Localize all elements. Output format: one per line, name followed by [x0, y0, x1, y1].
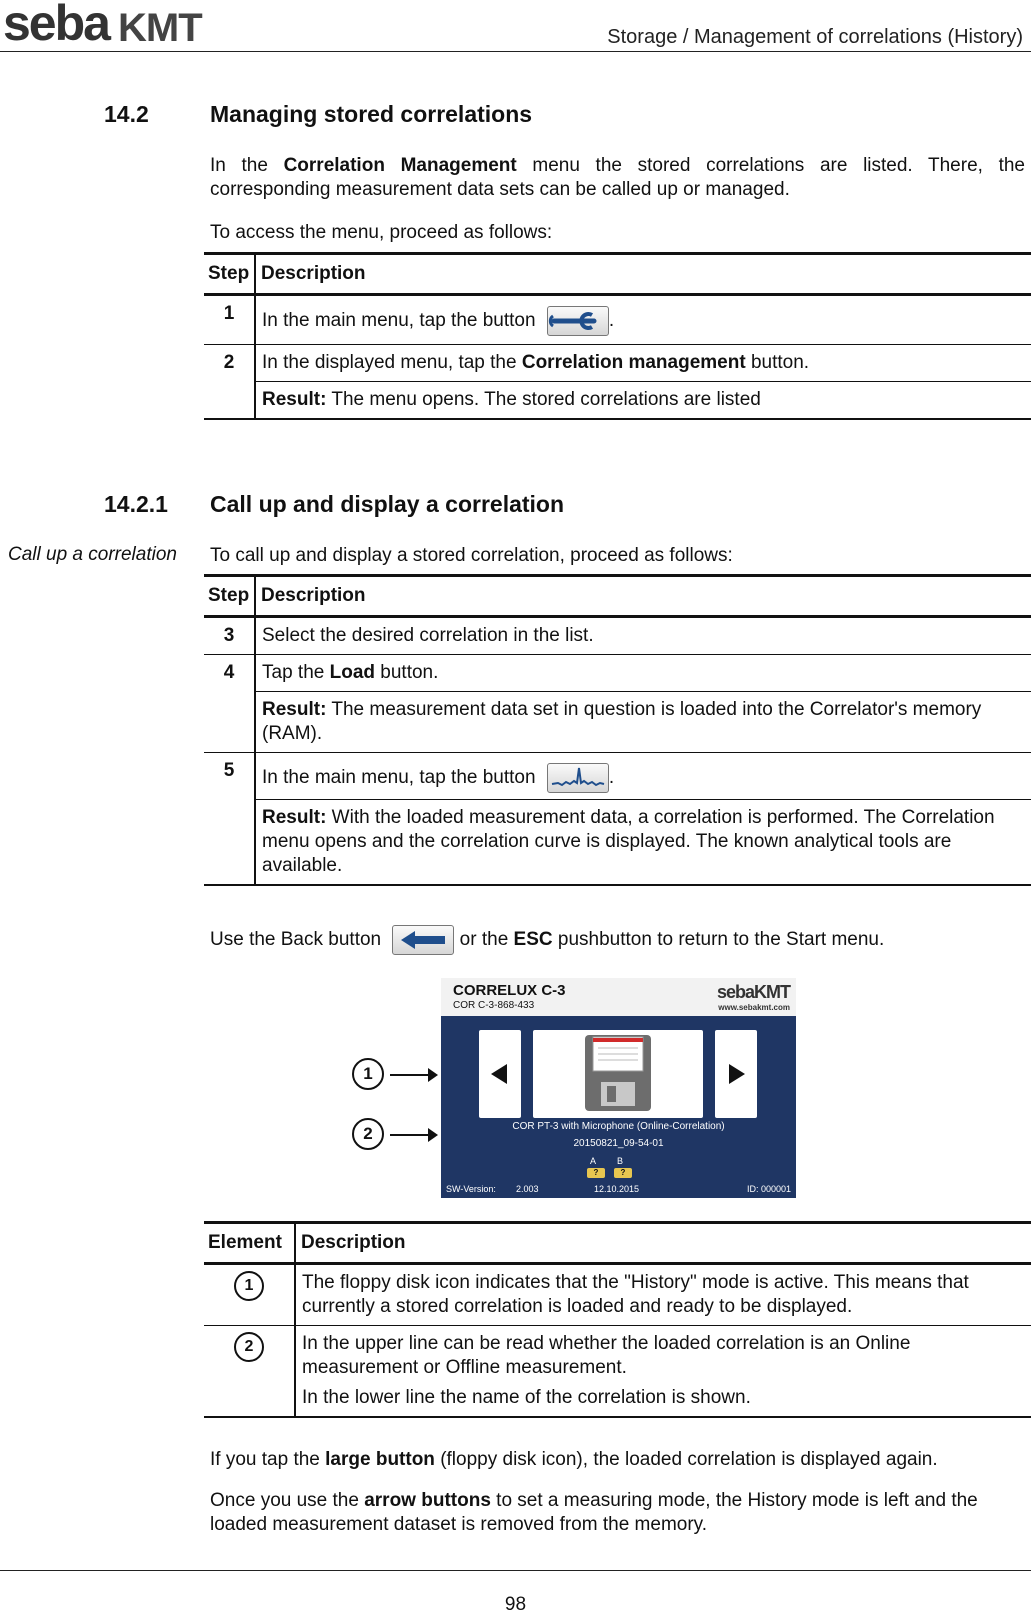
step-result [255, 692, 1031, 753]
step1-text: In the main menu, tap the button [262, 310, 536, 332]
sw-version-label: SW-Version: [446, 1184, 496, 1194]
period: . [608, 310, 615, 332]
step-result [255, 382, 1031, 420]
col-step-header: Step [204, 576, 255, 617]
result-text: With the loaded measurement data, a correlation is performed. The Correlation menu opens and the correlation curve is displayed. The known analytical tools are available. [262, 807, 995, 876]
sensor-b-label: B [617, 1156, 624, 1166]
step-result [255, 800, 1031, 886]
step-description [255, 753, 1031, 800]
screen-logo: sebaKMT [716, 982, 790, 1002]
col-description-header: Description [255, 576, 1031, 617]
triangle-right-icon [715, 1030, 757, 1118]
access-paragraph: To access the menu, proceed as follows: [210, 222, 553, 243]
table-row [204, 295, 1031, 345]
step2-text-end: button. [745, 352, 810, 373]
callout-2: 2 [352, 1118, 384, 1150]
result-text: The menu opens. The stored correlations are listed [326, 389, 761, 410]
step-description [255, 345, 1031, 382]
sensor-a-status-badge: ? [587, 1168, 605, 1178]
table-row [204, 692, 1031, 753]
step-description: Select the desired correlation in the list. [255, 617, 1031, 655]
device-screen [441, 978, 796, 1198]
header-title: Storage / Management of correlations (History) [607, 26, 1023, 48]
closing-bold: arrow buttons [364, 1490, 491, 1511]
back-paragraph [210, 920, 1025, 960]
screen-subtitle: COR C-3-868-433 [453, 1000, 535, 1011]
esc-bold: ESC [513, 929, 553, 950]
back-text: Use the Back button [210, 929, 382, 950]
col-step-header: Step [204, 254, 255, 295]
table-row [204, 800, 1031, 886]
section-title: Managing stored correlations [210, 101, 533, 127]
arrow-head-icon [428, 1068, 438, 1082]
step-number: 4 [204, 655, 255, 753]
callout-number-1: 1 [234, 1271, 264, 1301]
col-element-header: Element [204, 1223, 295, 1264]
floppy-disk-icon [533, 1030, 703, 1118]
sensor-b-status-badge: ? [614, 1168, 632, 1178]
step2-bold: Correlation management [521, 352, 746, 373]
result-text: The measurement data set in question is loaded into the Correlator's memory (RAM). [262, 699, 982, 744]
step-number: 1 [204, 295, 255, 345]
sw-version-value: 2.003 [516, 1184, 539, 1194]
step4-text-end: button. [375, 662, 439, 683]
closing-text-end: to set a measuring mode, the History mode is left and the loaded measurement dataset is removed from the memory. [210, 1490, 978, 1535]
table-row [204, 1264, 1031, 1326]
element-cell [204, 1326, 295, 1418]
triangle-left-icon [479, 1030, 521, 1118]
step4-bold: Load [329, 662, 375, 683]
element-description: The floppy disk icon indicates that the "History" mode is active. This means that currently a stored correlation is loaded and ready to be displayed. [295, 1264, 1031, 1326]
footer-divider [0, 1570, 1031, 1571]
intro-bold: Correlation Management [283, 155, 517, 176]
sensor-a-label: A [590, 1156, 597, 1166]
element-description-line: In the lower line the name of the correlation is shown. [302, 1387, 751, 1408]
measurement-type-line: COR PT-3 with Microphone (Online-Correlation) [512, 1121, 725, 1132]
callout-number-2: 2 [234, 1332, 264, 1362]
correlation-curve-icon [547, 763, 609, 793]
step-number: 5 [204, 753, 255, 886]
header-divider [0, 51, 1031, 52]
history-load-button[interactable] [533, 1030, 703, 1118]
table-row [204, 617, 1031, 655]
element-cell [204, 1264, 295, 1326]
large-button-paragraph [210, 1448, 1025, 1472]
step4-text: Tap the [262, 662, 330, 683]
intro-paragraph [210, 154, 1025, 202]
call-up-intro: To call up and display a stored correlation, proceed as follows: [210, 545, 733, 566]
result-label: Result: [262, 389, 327, 410]
table-row [204, 1326, 1031, 1418]
element-description-line: In the upper line can be read whether the loaded correlation is an Online measurement or Offline measurement. [302, 1333, 911, 1378]
screen-header [441, 978, 796, 1016]
back-text-end: pushbutton to return to the Start menu. [552, 929, 885, 950]
steps-table-2 [204, 574, 1031, 886]
result-label: Result: [262, 807, 327, 828]
correlation-name-line: 20150821_09-54-01 [573, 1138, 664, 1149]
section-number: 14.2 [104, 101, 149, 127]
subsection-number: 14.2.1 [104, 491, 168, 517]
steps-table-1 [204, 252, 1031, 420]
screen-url: www.sebakmt.com [718, 1003, 790, 1012]
back-arrow-icon [392, 925, 454, 955]
back-text-middle: or the [454, 929, 514, 950]
closing-text: If you tap the [210, 1449, 326, 1470]
right-arrow-button[interactable] [715, 1030, 757, 1118]
subsection-title: Call up and display a correlation [210, 491, 565, 517]
intro-text: In the [210, 155, 284, 176]
arrow-buttons-paragraph [210, 1489, 1025, 1537]
table-row [204, 382, 1031, 420]
step-number: 3 [204, 617, 255, 655]
step5-text: In the main menu, tap the button [262, 767, 536, 789]
page-number: 98 [504, 1594, 527, 1615]
intro-text-end: menu the stored correlations are listed. There, the corresponding measurement data sets can be called up or managed. [210, 155, 1025, 200]
closing-text-end: (floppy disk icon), the loaded correlation is displayed again. [434, 1449, 938, 1470]
element-description [295, 1326, 1031, 1418]
table-row [204, 655, 1031, 692]
step-description [255, 655, 1031, 692]
step-description [255, 295, 1031, 345]
logo-kmt: KMT [118, 6, 202, 50]
col-description-header: Description [295, 1223, 1031, 1264]
arrow-head-icon [428, 1128, 438, 1142]
left-arrow-button[interactable] [479, 1030, 521, 1118]
margin-note: Call up a correlation [8, 544, 177, 565]
step-number: 2 [204, 345, 255, 420]
screen-title: CORRELUX C-3 [453, 982, 566, 999]
closing-bold: large button [325, 1449, 435, 1470]
element-table [204, 1221, 1031, 1418]
result-label: Result: [262, 699, 327, 720]
callout-1: 1 [352, 1058, 384, 1090]
screen-date: 12.10.2015 [594, 1184, 640, 1194]
logo-seba: seba [3, 0, 109, 51]
wrench-icon [547, 306, 609, 336]
closing-text: Once you use the [210, 1490, 365, 1511]
step2-text: In the displayed menu, tap the [262, 352, 522, 373]
table-row [204, 753, 1031, 800]
table-row [204, 345, 1031, 382]
col-description-header: Description [255, 254, 1031, 295]
screen-id: ID: 000001 [746, 1184, 791, 1194]
period: . [608, 767, 615, 789]
